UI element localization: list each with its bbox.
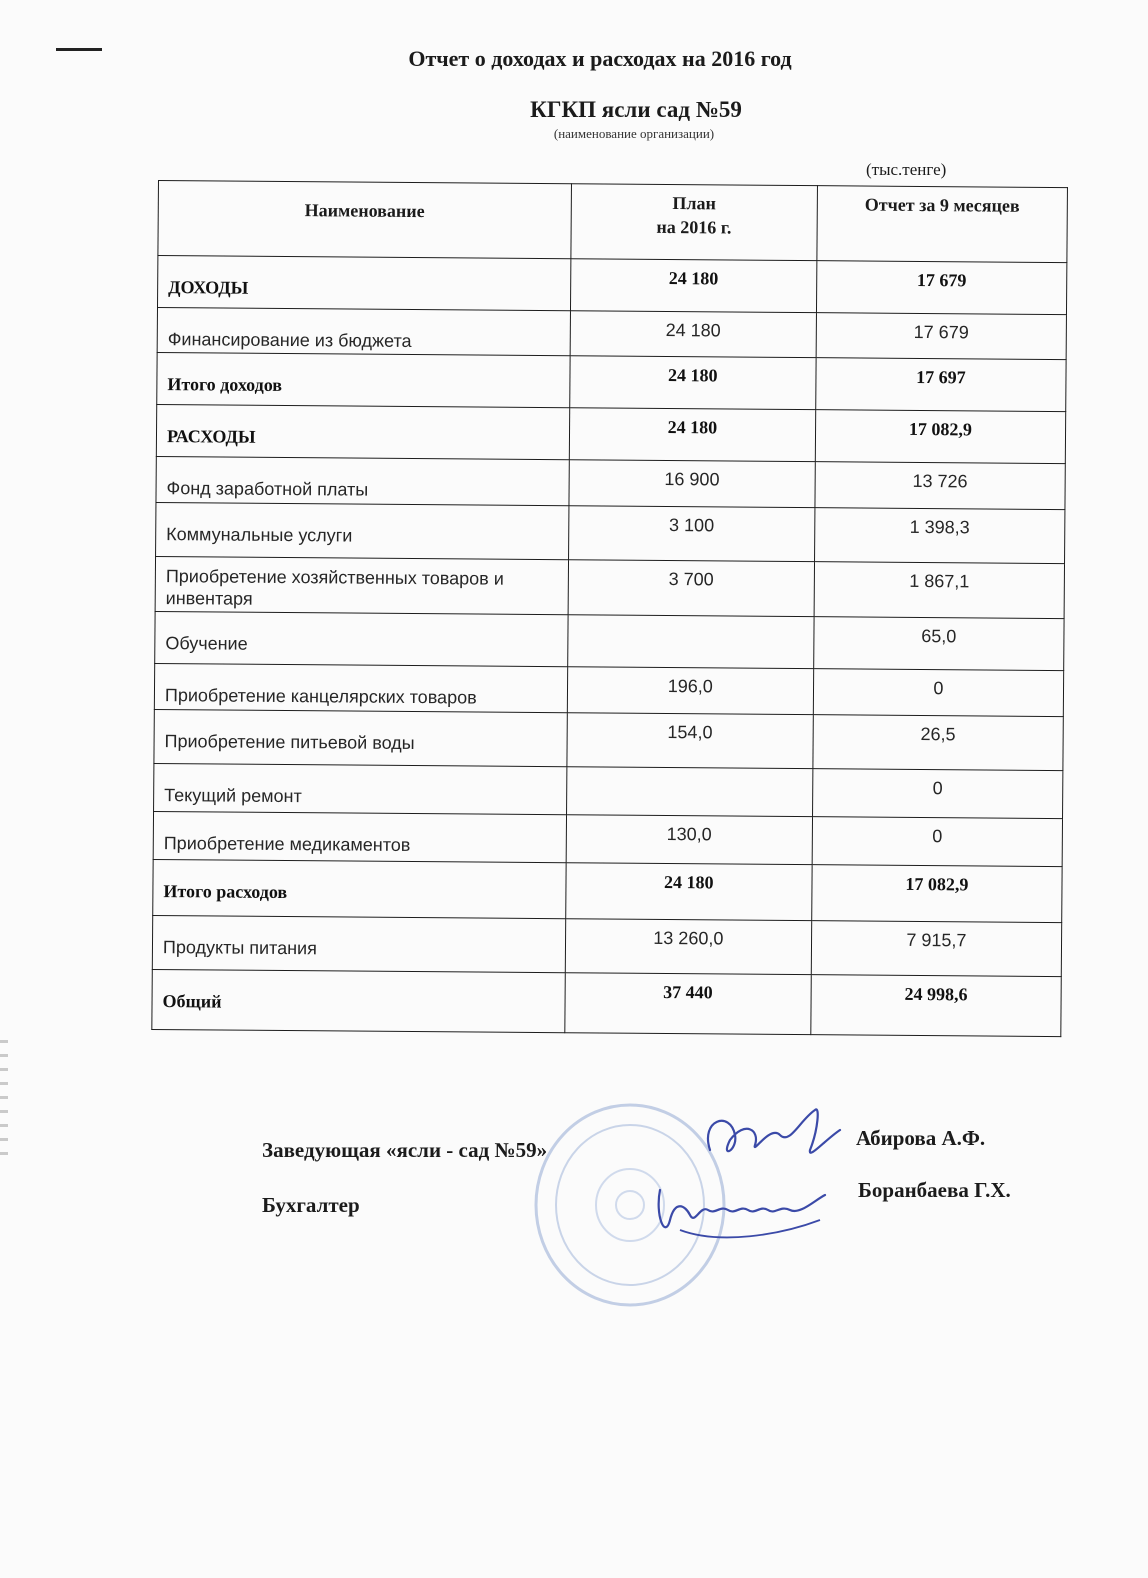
column-header-name: Наименование <box>158 181 571 259</box>
table-row <box>156 456 1065 509</box>
table-row <box>156 404 1065 463</box>
scan-edge-spots <box>0 1040 8 1160</box>
organization-name: КГКП ясли сад №59 <box>530 97 742 122</box>
row-plan-cell: 24 180 <box>570 311 816 358</box>
accountant-signature <box>640 1160 840 1250</box>
row-plan-cell: 24 180 <box>569 408 815 462</box>
row-report-cell: 1 867,1 <box>814 562 1065 619</box>
row-report-cell: 13 726 <box>815 462 1066 510</box>
row-name-cell: Приобретение хозяйственных товаров и инвентаря <box>155 556 568 614</box>
row-report-cell: 17 082,9 <box>812 865 1063 923</box>
row-plan-cell <box>566 767 812 817</box>
row-plan-cell: 196,0 <box>567 667 813 715</box>
row-report-cell: 0 <box>812 769 1063 819</box>
row-plan-cell: 13 260,0 <box>565 919 811 975</box>
row-plan-cell: 16 900 <box>569 460 815 508</box>
report-title: Отчет о доходах и расходах на 2016 год <box>408 46 792 71</box>
table-row <box>152 969 1061 1036</box>
row-report-cell: 0 <box>812 817 1063 867</box>
column-header-report: Отчет за 9 месяцев <box>817 186 1068 263</box>
row-name-cell: Приобретение канцелярских товаров <box>154 663 567 712</box>
row-name-cell: Приобретение питьевой воды <box>154 709 567 766</box>
row-report-cell: 0 <box>813 669 1064 717</box>
table-row <box>152 915 1061 976</box>
row-name-cell: Финансирование из бюджета <box>157 308 570 356</box>
row-report-cell: 17 697 <box>816 358 1067 412</box>
table-row <box>157 256 1066 315</box>
row-report-cell: 17 679 <box>816 313 1067 360</box>
accountant-title: Бухгалтер <box>262 1193 360 1217</box>
row-plan-cell: 24 180 <box>566 863 812 921</box>
income-expense-table <box>151 180 1068 1037</box>
row-name-cell: Общий <box>152 969 565 1032</box>
row-report-cell: 65,0 <box>814 617 1065 671</box>
table-row <box>154 663 1063 716</box>
row-report-cell: 7 915,7 <box>811 921 1062 977</box>
row-plan-cell: 130,0 <box>566 815 812 865</box>
row-name-cell: Фонд заработной платы <box>156 456 569 505</box>
row-name-cell: ДОХОДЫ <box>157 256 570 311</box>
row-plan-cell: 3 700 <box>568 560 814 617</box>
table-row <box>155 611 1064 670</box>
column-header-plan: План на 2016 г. <box>571 184 818 261</box>
row-name-cell: РАСХОДЫ <box>156 404 569 459</box>
row-report-cell: 17 082,9 <box>815 410 1066 464</box>
row-report-cell: 17 679 <box>816 261 1067 315</box>
table-row <box>153 859 1062 922</box>
row-plan-cell: 37 440 <box>565 973 811 1035</box>
units-label: (тыс.тенге) <box>866 160 947 179</box>
row-plan-cell: 154,0 <box>567 713 813 769</box>
table-row <box>155 556 1064 618</box>
table-row <box>156 502 1065 563</box>
row-name-cell: Продукты питания <box>152 915 565 972</box>
row-report-cell: 1 398,3 <box>814 508 1065 564</box>
row-name-cell: Итого доходов <box>157 352 570 407</box>
row-plan-cell <box>567 615 813 669</box>
head-title: Заведующая «ясли - сад №59» <box>262 1138 548 1162</box>
row-report-cell: 26,5 <box>813 715 1064 771</box>
row-name-cell: Коммунальные услуги <box>156 502 569 559</box>
row-name-cell: Итого расходов <box>153 859 566 918</box>
table-row <box>157 352 1066 411</box>
head-name: Абирова А.Ф. <box>856 1126 986 1150</box>
table-row <box>153 811 1062 866</box>
organization-caption: (наименование организации) <box>553 126 715 141</box>
row-plan-cell: 3 100 <box>568 506 814 562</box>
row-name-cell: Обучение <box>155 611 568 666</box>
accountant-name: Боранбаева Г.Х. <box>858 1178 1011 1202</box>
table-row <box>157 308 1066 360</box>
row-report-cell: 24 998,6 <box>811 975 1062 1037</box>
row-name-cell: Текущий ремонт <box>154 763 567 814</box>
row-plan-cell: 24 180 <box>570 259 816 313</box>
row-name-cell: Приобретение медикаментов <box>153 811 566 862</box>
row-plan-cell: 24 180 <box>570 356 816 410</box>
table-row <box>154 709 1063 770</box>
table-header-row <box>158 181 1068 263</box>
table-row <box>154 763 1063 818</box>
